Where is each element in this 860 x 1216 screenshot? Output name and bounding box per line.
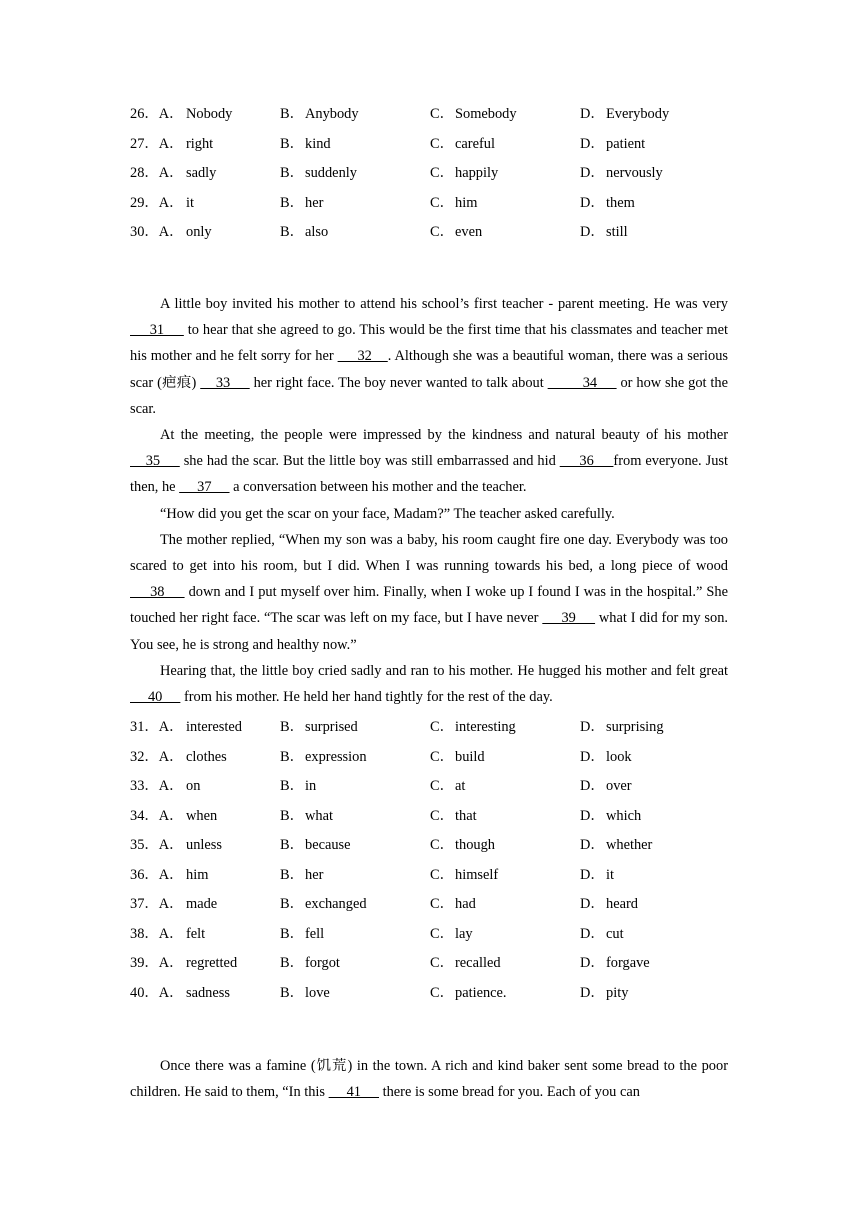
blank-35: 35	[130, 453, 180, 470]
option-letter: D．	[580, 135, 605, 152]
option-letter: C．	[430, 837, 454, 853]
question-number: 39．A．	[130, 955, 184, 971]
option-b: expression	[305, 748, 367, 765]
question-row	[0, 225, 860, 255]
option-c: Somebody	[455, 106, 517, 122]
option-d: heard	[606, 896, 638, 912]
option-letter: B．	[280, 807, 304, 824]
option-letter: C．	[430, 224, 454, 240]
option-letter: B．	[280, 165, 304, 181]
option-letter: C．	[430, 748, 454, 765]
option-letter: D．	[580, 748, 605, 765]
option-letter: C．	[430, 807, 454, 824]
option-letter: C．	[430, 955, 454, 971]
option-c: recalled	[455, 955, 501, 971]
option-c: at	[455, 778, 466, 794]
question-number: 31．A．	[130, 719, 184, 735]
option-letter: B．	[280, 837, 304, 853]
option-c: that	[455, 807, 477, 824]
option-letter: D．	[580, 896, 605, 912]
option-letter: B．	[280, 778, 304, 794]
option-d: it	[606, 866, 614, 883]
option-letter: C．	[430, 165, 454, 181]
option-letter: C．	[430, 135, 454, 152]
option-d: cut	[606, 925, 624, 942]
option-b: love	[305, 984, 330, 1001]
question-row	[0, 137, 860, 167]
question-row	[0, 196, 860, 226]
option-c: careful	[455, 135, 495, 152]
option-a: Nobody	[186, 106, 233, 122]
question-number: 30．A．	[130, 224, 184, 240]
option-letter: D．	[580, 224, 605, 240]
question-row	[0, 927, 860, 957]
option-d: over	[606, 778, 632, 794]
question-row	[0, 838, 860, 868]
option-letter: B．	[280, 896, 304, 912]
option-a: unless	[186, 837, 222, 853]
option-letter: B．	[280, 135, 304, 152]
passage-scar	[130, 291, 728, 710]
option-letter: D．	[580, 955, 605, 971]
question-row	[0, 956, 860, 986]
question-number: 29．A．	[130, 194, 184, 211]
option-letter: B．	[280, 984, 304, 1001]
option-d: whether	[606, 837, 653, 853]
blank-40: 40	[130, 689, 181, 706]
option-a: made	[186, 896, 218, 912]
blank-33: 33	[200, 374, 250, 391]
question-number: 34．A．	[130, 807, 184, 824]
paragraph: The mother replied, “When my son was a baby, his room caught fire one day. Everybody was too scared to get into his room, but I did. When I was running towards his bed, a long piece of wood 38 down and I put myself over him. Finally, when I woke up I found I was in the hospital.” She touched her right face. “The scar was left on my face, but I have never 39 what I did for my son. You see, he is strong and healthy now.”	[130, 531, 728, 653]
option-c: patience.	[455, 984, 507, 1001]
option-d: nervously	[606, 165, 663, 181]
option-letter: D．	[580, 194, 605, 211]
option-letter: D．	[580, 778, 605, 794]
option-a: right	[186, 135, 214, 152]
option-d: forgave	[606, 955, 650, 971]
option-b: surprised	[305, 719, 358, 735]
option-c: him	[455, 194, 478, 211]
option-letter: C．	[430, 984, 454, 1001]
option-b: her	[305, 866, 324, 883]
question-number: 35．A．	[130, 837, 184, 853]
option-letter: D．	[580, 165, 605, 181]
option-d: patient	[606, 135, 646, 152]
blank-32: 32	[337, 348, 388, 365]
option-c: build	[455, 748, 485, 765]
option-c: though	[455, 837, 495, 853]
option-c: had	[455, 896, 476, 912]
question-number: 36．A．	[130, 866, 184, 883]
option-c: interesting	[455, 719, 516, 735]
option-a: him	[186, 866, 209, 883]
option-b: kind	[305, 135, 331, 152]
option-a: on	[186, 778, 201, 794]
option-letter: D．	[580, 807, 605, 824]
option-letter: B．	[280, 194, 304, 211]
option-c: himself	[455, 866, 499, 883]
option-c: happily	[455, 165, 499, 181]
question-row	[0, 868, 860, 898]
option-d: which	[606, 807, 642, 824]
option-d: pity	[606, 984, 629, 1001]
option-letter: C．	[430, 719, 454, 735]
option-letter: C．	[430, 925, 454, 942]
option-letter: D．	[580, 837, 605, 853]
blank-31: 31	[130, 322, 184, 339]
option-letter: C．	[430, 778, 454, 794]
option-a: sadness	[186, 984, 230, 1001]
question-number: 28．A．	[130, 165, 184, 181]
option-b: also	[305, 224, 329, 240]
option-b: her	[305, 194, 324, 211]
question-number: 27．A．	[130, 135, 184, 152]
paragraph: Hearing that, the little boy cried sadly and ran to his mother. He hugged his mother and felt great 40 from his mother. He held her hand tightly for the rest of the day.	[130, 662, 728, 706]
option-b: suddenly	[305, 165, 357, 181]
option-letter: D．	[580, 106, 605, 122]
question-row	[0, 720, 860, 750]
question-row	[0, 107, 860, 137]
option-letter: C．	[430, 866, 454, 883]
option-letter: B．	[280, 925, 304, 942]
question-row	[0, 809, 860, 839]
option-a: only	[186, 224, 212, 240]
option-d: them	[606, 194, 635, 211]
option-b: exchanged	[305, 896, 367, 912]
blank-36: 36	[559, 453, 614, 470]
option-b: in	[305, 778, 317, 794]
option-b: Anybody	[305, 106, 359, 122]
option-letter: B．	[280, 866, 304, 883]
option-letter: D．	[580, 925, 605, 942]
question-row	[0, 166, 860, 196]
option-letter: B．	[280, 748, 304, 765]
question-number: 32．A．	[130, 748, 184, 765]
options-26-30	[0, 107, 860, 255]
option-a: when	[186, 807, 218, 824]
option-letter: D．	[580, 719, 605, 735]
option-c: even	[455, 224, 483, 240]
option-letter: C．	[430, 194, 454, 211]
option-a: felt	[186, 925, 206, 942]
question-row	[0, 897, 860, 927]
option-d: still	[606, 224, 628, 240]
paragraph: Once there was a famine (饥荒) in the town. A rich and kind baker sent some bread to the poor children. He said to them, “In this 41 there is some bread for you. Each of you can	[130, 1058, 728, 1101]
question-number: 26．A．	[130, 106, 184, 122]
option-a: clothes	[186, 748, 227, 765]
option-letter: D．	[580, 984, 605, 1001]
paragraph: “How did you get the scar on your face, Madam?” The teacher asked carefully.	[160, 505, 615, 522]
question-number: 33．A．	[130, 778, 184, 794]
option-d: Everybody	[606, 106, 670, 122]
question-row	[0, 779, 860, 809]
question-number: 40．A．	[130, 984, 184, 1001]
blank-37: 37	[179, 479, 230, 496]
option-d: look	[606, 748, 632, 765]
paragraph: At the meeting, the people were impressed by the kindness and natural beauty of his mother 35 she had the scar. But the little boy was still embarrassed and hid 36 from everyone. Just then, he 37 a conversation between his mother and the teacher.	[130, 427, 728, 496]
option-b: forgot	[305, 955, 340, 971]
option-letter: B．	[280, 719, 304, 735]
blank-38: 38	[130, 584, 185, 601]
question-row	[0, 750, 860, 780]
option-letter: C．	[430, 896, 454, 912]
option-letter: B．	[280, 106, 304, 122]
option-b: what	[305, 807, 333, 824]
option-a: interested	[186, 719, 242, 735]
option-a: sadly	[186, 165, 217, 181]
passage-famine	[130, 1053, 728, 1105]
option-b: because	[305, 837, 351, 853]
question-row	[0, 986, 860, 1016]
blank-34: 34	[547, 374, 617, 391]
option-c: lay	[455, 925, 473, 942]
option-letter: B．	[280, 955, 304, 971]
paragraph: A little boy invited his mother to attend his school’s first teacher - parent meeting. He was very 31 to hear that she agreed to go. This would be the first time that his classmates and teacher met his mother and he felt sorry for her 32 . Although she was a beautiful woman, there was a serious scar (疤痕) 33 her right face. The boy never wanted to talk about 34 or how she got the scar.	[130, 296, 729, 417]
option-letter: B．	[280, 224, 304, 240]
option-letter: D．	[580, 866, 605, 883]
options-31-40	[0, 720, 860, 1015]
option-b: fell	[305, 925, 325, 942]
option-a: it	[186, 194, 194, 211]
option-letter: C．	[430, 106, 454, 122]
option-a: regretted	[186, 955, 238, 971]
option-d: surprising	[606, 719, 664, 735]
question-number: 38．A．	[130, 925, 184, 942]
question-number: 37．A．	[130, 896, 184, 912]
blank-39: 39	[542, 610, 596, 627]
blank-41: 41	[328, 1084, 379, 1101]
